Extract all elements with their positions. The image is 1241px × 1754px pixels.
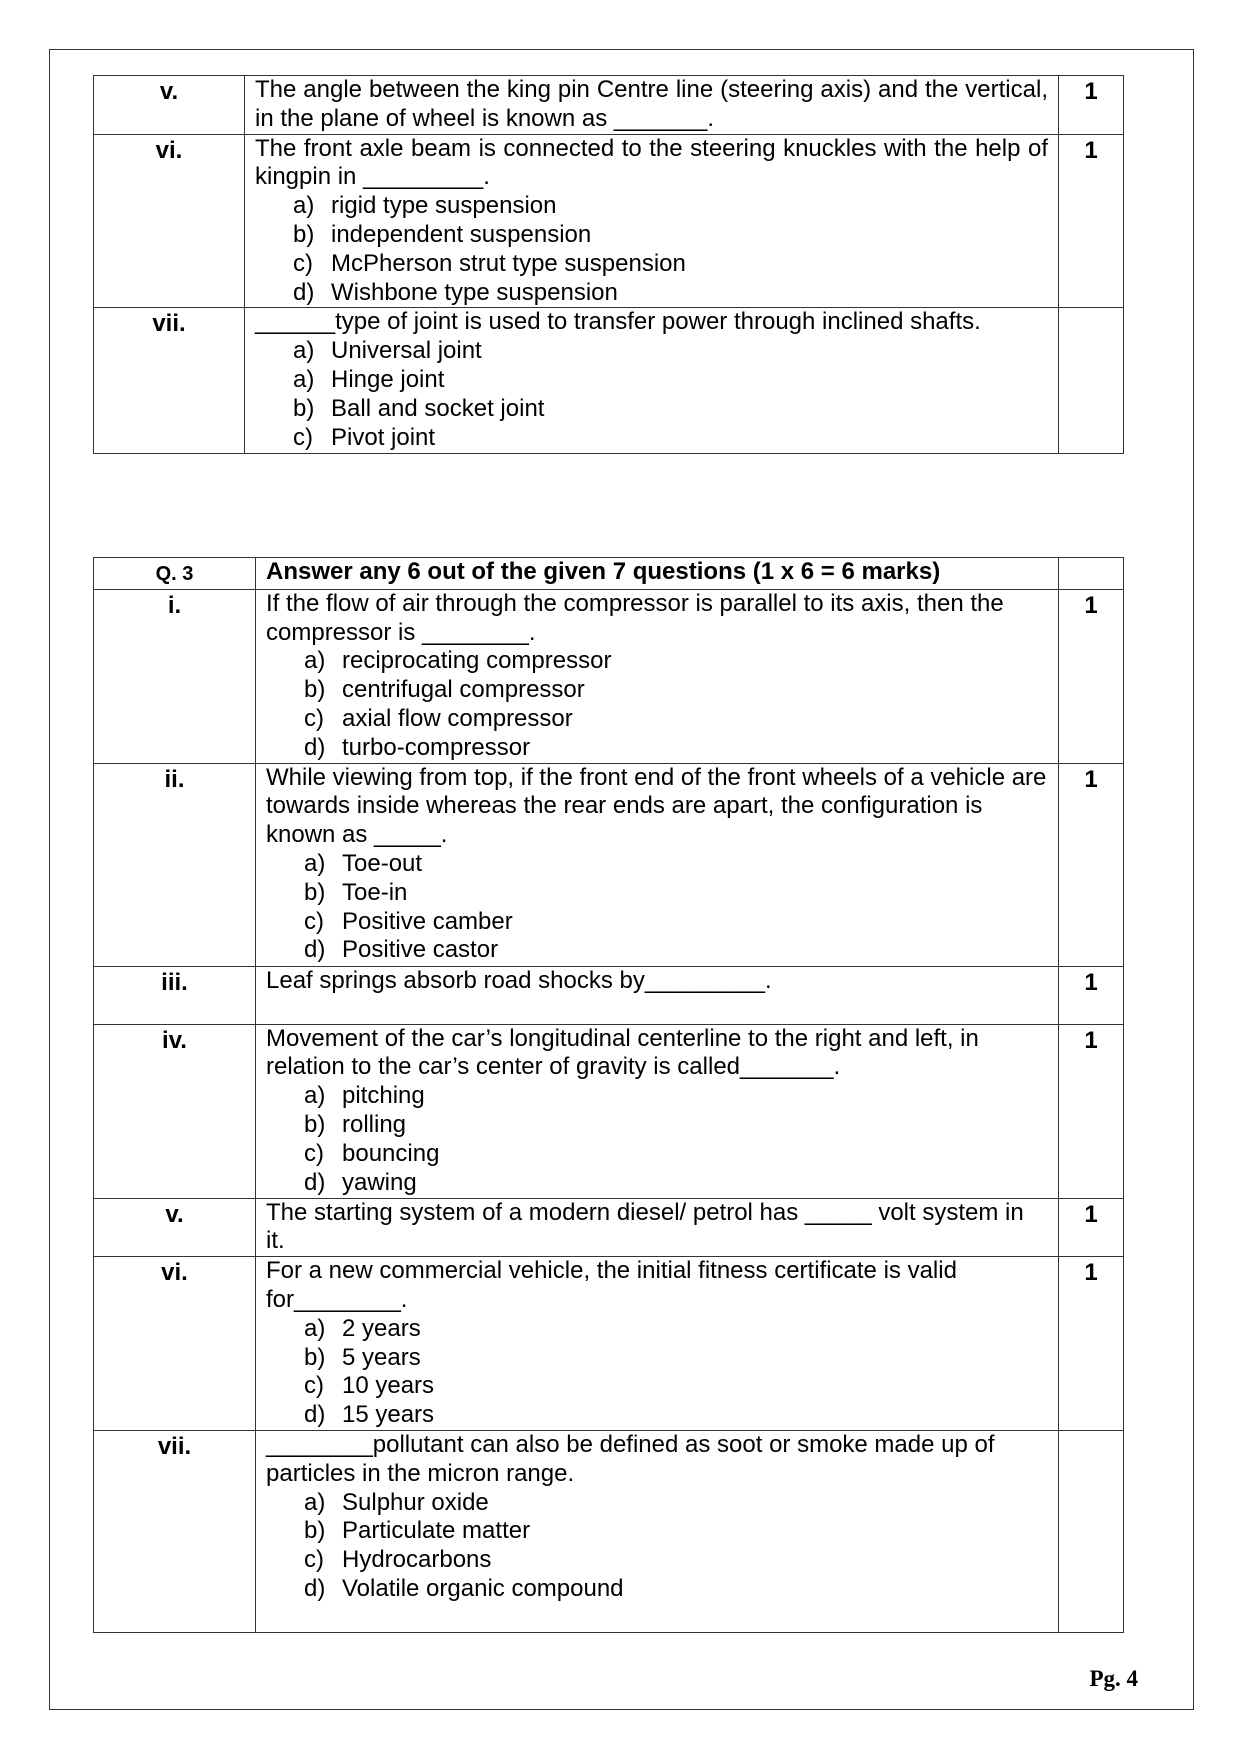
question-text: The starting system of a modern diesel/ petrol has _____ volt system in it. <box>266 1198 1024 1255</box>
marks-cell: 1 <box>1059 763 1124 966</box>
table-row <box>94 308 1124 454</box>
question-number: vii. <box>94 1430 256 1632</box>
option-label: d) <box>293 278 315 306</box>
option-label: a) <box>304 1082 326 1110</box>
option-text: Particulate matter <box>342 1517 531 1545</box>
table-row <box>94 1024 1124 1198</box>
question-number: ii. <box>94 763 256 966</box>
option-item <box>304 1401 1048 1430</box>
marks-cell: 1 <box>1059 76 1124 135</box>
option-label: b) <box>304 1110 326 1138</box>
option-item <box>304 1575 1048 1604</box>
option-text: 10 years <box>342 1372 435 1400</box>
option-item <box>304 879 1048 908</box>
question-cell <box>245 308 1059 454</box>
option-item <box>304 734 1048 763</box>
option-label: c) <box>304 907 324 935</box>
option-text: turbo-compressor <box>342 733 531 761</box>
option-item <box>304 1546 1048 1575</box>
questions-table-continued <box>93 75 1124 454</box>
option-text: 2 years <box>342 1314 421 1342</box>
marks-cell: 1 <box>1059 1024 1124 1198</box>
option-label: b) <box>304 1517 326 1545</box>
question-number: vii. <box>94 308 245 454</box>
option-text: Toe-out <box>342 849 423 877</box>
option-item <box>304 676 1048 705</box>
option-label: b) <box>304 1343 326 1371</box>
question-text: For a new commercial vehicle, the initial fitness certificate is valid for________. <box>266 1257 957 1313</box>
option-text: Wishbone type suspension <box>331 278 618 306</box>
marks-cell <box>1059 558 1124 590</box>
option-item <box>293 424 1048 453</box>
question-text: While viewing from top, if the front end of the front wheels of a vehicle are towards inside whereas the rear ends are apart, the configuration is known as _____. <box>266 763 1047 849</box>
marks-cell: 1 <box>1059 1198 1124 1257</box>
question-number: vi. <box>94 1257 256 1431</box>
option-label: b) <box>293 220 315 248</box>
table-row <box>94 1430 1124 1632</box>
option-label: c) <box>293 423 313 451</box>
question-cell <box>256 1257 1059 1431</box>
question-number: iii. <box>94 966 256 1024</box>
option-item <box>304 908 1048 937</box>
option-label: a) <box>304 647 326 675</box>
option-item <box>293 279 1048 308</box>
question-number: i. <box>94 589 256 763</box>
option-text: pitching <box>342 1082 425 1110</box>
question-text: The angle between the king pin Centre line (steering axis) and the vertical, in the plane of wheel is known as _______. <box>255 76 1048 132</box>
option-item <box>304 647 1048 676</box>
option-text: Hinge joint <box>331 365 445 393</box>
question-number: iv. <box>94 1024 256 1198</box>
option-item <box>304 1140 1048 1169</box>
option-text: Ball and socket joint <box>331 394 545 422</box>
option-text: Pivot joint <box>331 423 436 451</box>
table-row <box>94 1198 1124 1257</box>
options-list <box>255 192 1048 307</box>
page-number: Pg. 4 <box>1089 1666 1138 1691</box>
option-label: c) <box>304 704 324 732</box>
option-item <box>304 1111 1048 1140</box>
question-cell <box>256 1198 1059 1257</box>
option-text: rolling <box>342 1110 407 1138</box>
question-text: ______type of joint is used to transfer power through inclined shafts. <box>255 308 981 336</box>
options-list <box>255 337 1048 452</box>
table-header-row <box>94 558 1124 590</box>
question-cell <box>245 134 1059 308</box>
table-row <box>94 966 1124 1024</box>
question-text: The front axle beam is connected to the steering knuckles with the help of kingpin in _________. <box>255 134 1048 191</box>
option-label: a) <box>293 337 315 365</box>
option-label: c) <box>304 1139 324 1167</box>
table-row <box>94 76 1124 135</box>
table-row <box>94 589 1124 763</box>
option-item <box>293 366 1048 395</box>
questions-table-q3 <box>93 557 1124 1633</box>
option-label: d) <box>304 1401 326 1429</box>
question-cell <box>256 589 1059 763</box>
option-label: d) <box>304 733 326 761</box>
question-number: vi. <box>94 134 245 308</box>
option-text: Positive camber <box>342 907 513 935</box>
option-item <box>304 1344 1048 1373</box>
option-item <box>304 1169 1048 1198</box>
option-text: Volatile organic compound <box>342 1574 624 1602</box>
option-item <box>293 221 1048 250</box>
option-text: yawing <box>342 1168 417 1196</box>
option-label: a) <box>304 1488 326 1516</box>
section-number: Q. 3 <box>94 558 256 590</box>
option-item <box>304 705 1048 734</box>
table-row <box>94 134 1124 308</box>
table-row <box>94 763 1124 966</box>
option-label: c) <box>293 249 313 277</box>
table-row <box>94 1257 1124 1431</box>
question-cell <box>256 1430 1059 1632</box>
option-text: Positive castor <box>342 936 499 964</box>
options-list <box>266 1489 1048 1604</box>
question-text: If the flow of air through the compressor is parallel to its axis, then the compressor is ________. <box>266 589 1004 646</box>
option-label: b) <box>304 878 326 906</box>
option-text: Hydrocarbons <box>342 1546 492 1574</box>
option-text: Universal joint <box>331 337 482 365</box>
option-label: a) <box>304 1314 326 1342</box>
options-list <box>266 1315 1048 1430</box>
option-item <box>304 936 1048 965</box>
option-item <box>293 192 1048 221</box>
option-label: d) <box>304 1574 326 1602</box>
option-text: centrifugal compressor <box>342 676 585 704</box>
option-text: reciprocating compressor <box>342 647 612 675</box>
option-text: 5 years <box>342 1343 421 1371</box>
option-label: c) <box>304 1372 324 1400</box>
question-text: Movement of the car’s longitudinal centerline to the right and left, in relation to the car’s center of gravity is called_______. <box>266 1024 979 1081</box>
question-cell <box>256 1024 1059 1198</box>
question-cell <box>245 76 1059 135</box>
marks-cell: 1 <box>1059 589 1124 763</box>
option-item <box>293 250 1048 279</box>
options-list <box>266 647 1048 762</box>
option-text: Toe-in <box>342 878 408 906</box>
option-item <box>304 1315 1048 1344</box>
marks-cell: 1 <box>1059 134 1124 308</box>
option-text: Sulphur oxide <box>342 1488 489 1516</box>
section-instruction: Answer any 6 out of the given 7 questions (1 x 6 = 6 marks) <box>256 558 1059 590</box>
option-text: independent suspension <box>331 220 592 248</box>
option-label: d) <box>304 1168 326 1196</box>
option-label: b) <box>293 394 315 422</box>
marks-cell: 1 <box>1059 1257 1124 1431</box>
option-text: axial flow compressor <box>342 704 573 732</box>
options-list <box>266 850 1048 965</box>
option-label: a) <box>293 192 315 220</box>
option-item <box>304 1517 1048 1546</box>
marks-cell: 1 <box>1059 966 1124 1024</box>
question-cell <box>256 763 1059 966</box>
option-text: rigid type suspension <box>331 192 557 220</box>
question-number: v. <box>94 1198 256 1257</box>
option-label: a) <box>293 365 315 393</box>
option-item <box>304 1372 1048 1401</box>
option-label: b) <box>304 676 326 704</box>
question-text: Leaf springs absorb road shocks by_________. <box>266 966 772 994</box>
option-text: 15 years <box>342 1401 435 1429</box>
option-label: c) <box>304 1546 324 1574</box>
marks-cell <box>1059 308 1124 454</box>
option-text: McPherson strut type suspension <box>331 249 686 277</box>
option-item <box>304 1082 1048 1111</box>
option-item <box>304 1489 1048 1518</box>
option-item <box>304 850 1048 879</box>
marks-cell <box>1059 1430 1124 1632</box>
option-item <box>293 395 1048 424</box>
option-item <box>293 337 1048 366</box>
question-text: ________pollutant can also be defined as soot or smoke made up of particles in the micron range. <box>266 1430 995 1487</box>
options-list <box>266 1082 1048 1197</box>
question-number: v. <box>94 76 245 135</box>
option-label: a) <box>304 849 326 877</box>
option-label: d) <box>304 936 326 964</box>
question-cell <box>256 966 1059 1024</box>
option-text: bouncing <box>342 1139 440 1167</box>
